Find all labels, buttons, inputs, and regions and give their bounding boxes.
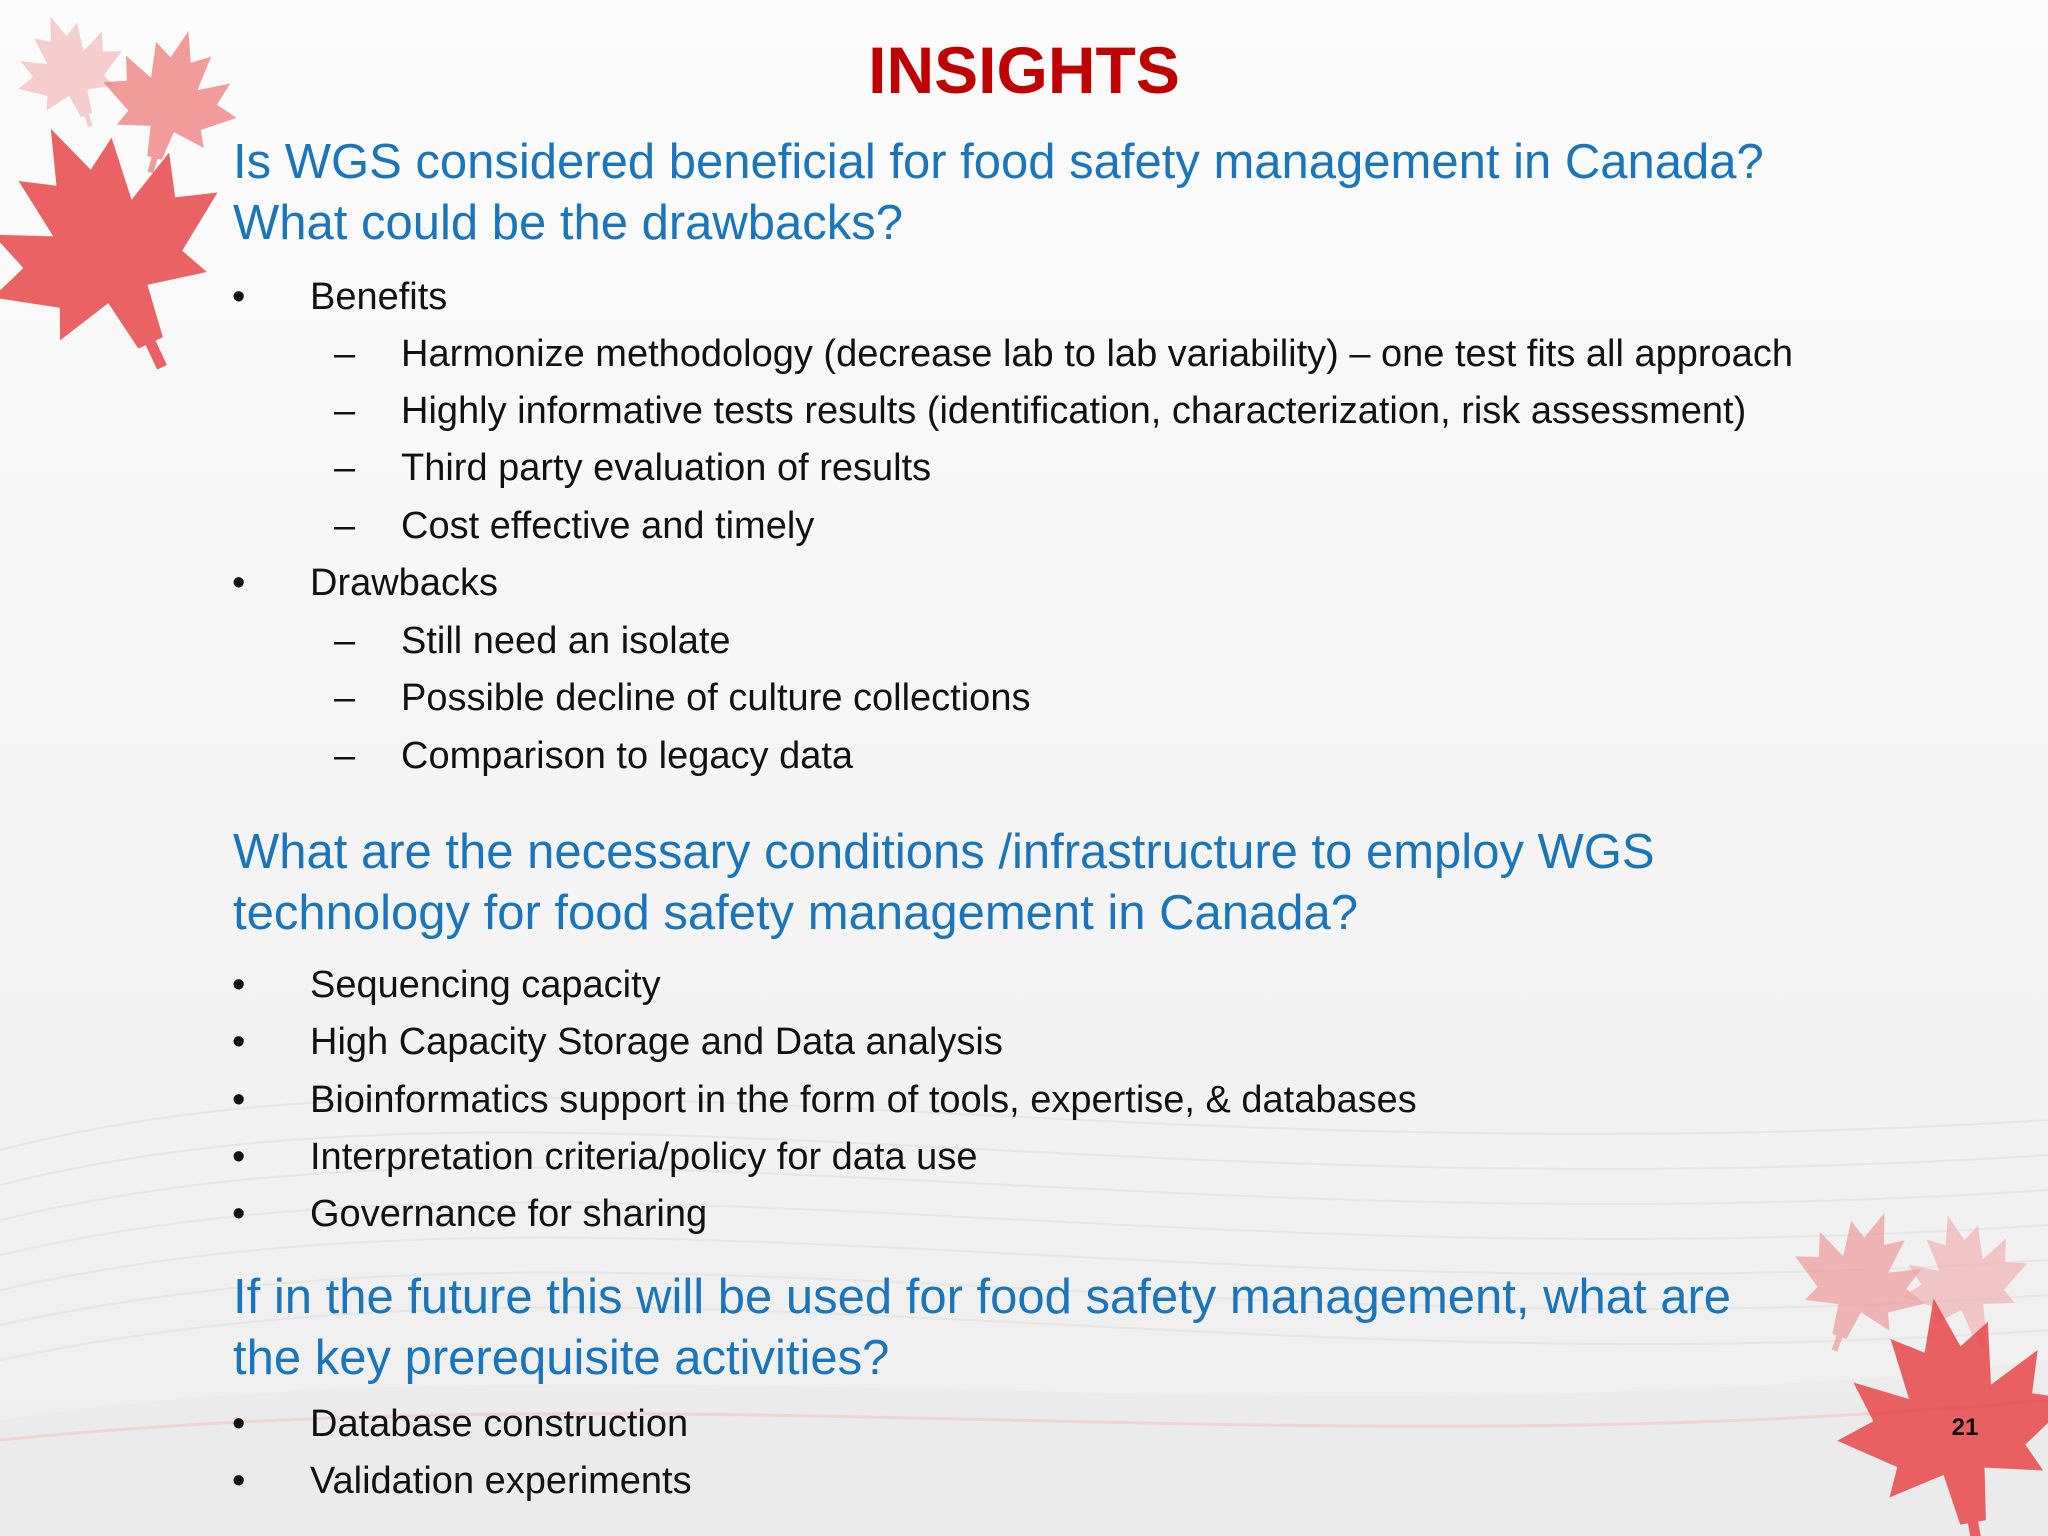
question-3-line-1: If in the future this will be used for food safety management, what are [233,1270,1732,1324]
dash-marker: – [334,677,356,719]
bullet-marker: • [232,1403,246,1445]
sub-bullet-text: Possible decline of culture collections [401,677,1031,719]
question-3-line-2: the key prerequisite activities? [233,1331,890,1385]
sub-bullet-text: Harmonize methodology (decrease lab to lab variability) – one test fits all approach [401,333,1793,375]
question-2-line-1: What are the necessary conditions /infrastructure to employ WGS [233,825,1655,879]
bullet-marker: • [232,562,246,604]
question-3 [233,1267,1853,1389]
bullet-text: Drawbacks [310,562,498,604]
bullet-text: Governance for sharing [310,1193,708,1235]
bullet-text: Interpretation criteria/policy for data use [310,1136,978,1178]
bullet-text: Sequencing capacity [310,964,661,1006]
bullet-text: Bioinformatics support in the form of tools, expertise, & databases [310,1079,1417,1121]
page-number: 21 [1951,1414,1979,1441]
bullet-marker: • [232,1021,246,1063]
bullet-text: Benefits [310,276,448,318]
sub-bullet-text: Still need an isolate [401,620,731,662]
bullet-marker: • [232,1136,246,1178]
bullet-marker: • [232,276,246,318]
sub-bullet-text: Comparison to legacy data [401,735,854,777]
bullet-marker: • [232,1079,246,1121]
bullet-marker: • [232,1193,246,1235]
bullet-text: Validation experiments [310,1460,692,1502]
dash-marker: – [334,735,356,777]
sub-bullet-text: Third party evaluation of results [401,447,932,489]
question-2 [233,822,1853,944]
dash-marker: – [334,620,356,662]
sub-bullet-text: Highly informative tests results (identification, characterization, risk assessment) [401,390,1747,432]
dash-marker: – [334,333,356,375]
question-1 [233,132,1853,254]
bullet-text: Database construction [310,1403,689,1445]
question-2-line-2: technology for food safety management in Canada? [233,886,1359,940]
dash-marker: – [334,447,356,489]
sub-bullet-text: Cost effective and timely [401,505,815,547]
bullet-marker: • [232,964,246,1006]
question-1-line-1: Is WGS considered beneficial for food safety management in Canada? [233,135,1764,189]
slide-title: INSIGHTS [868,33,1180,107]
bullet-text: High Capacity Storage and Data analysis [310,1021,1003,1063]
dash-marker: – [334,505,356,547]
question-1-line-2: What could be the drawbacks? [233,196,904,250]
dash-marker: – [334,390,356,432]
bullet-marker: • [232,1460,246,1502]
